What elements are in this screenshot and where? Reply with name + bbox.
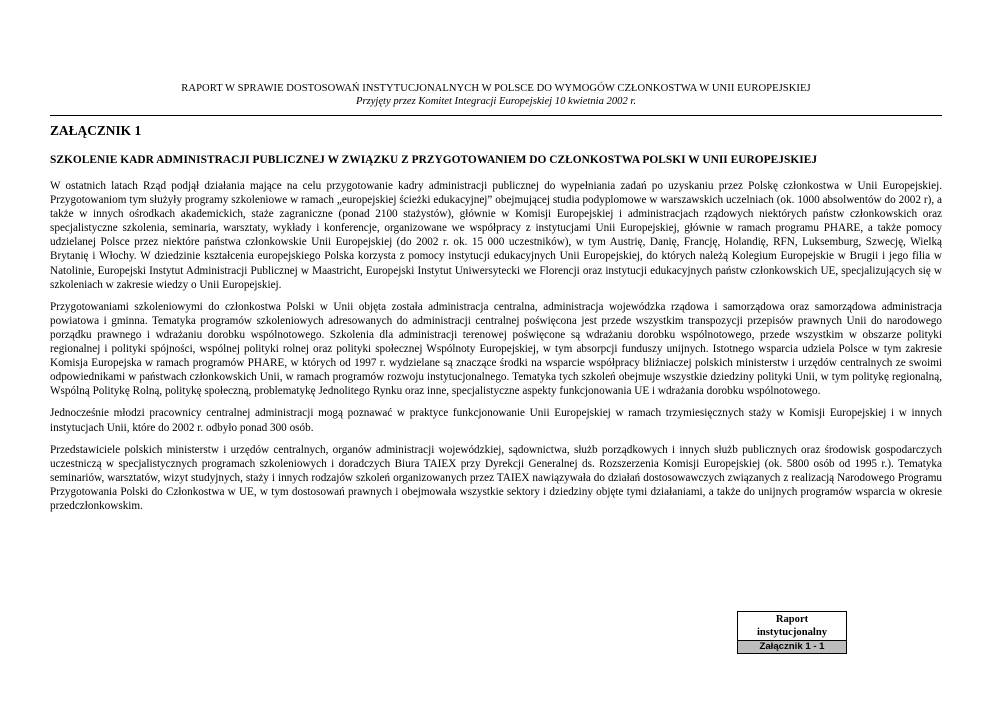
badge-title bbox=[738, 612, 846, 640]
header-divider bbox=[50, 115, 942, 116]
document-page bbox=[50, 82, 942, 521]
footer-badge bbox=[737, 611, 847, 654]
paragraph-3: Jednocześnie młodzi pracownicy centralnej administracji mogą poznawać w praktyce funkcjonowanie Unii Europejskiej w ramach trzymiesięcznych staży w Komisji Europejskiej i w innych instytucjach Unii, które do 2002 r. odbyło ponad 300 osób. bbox=[50, 407, 942, 434]
badge-line-1: Raport bbox=[775, 614, 809, 625]
paragraph-4: Przedstawiciele polskich ministerstw i urzędów centralnych, organów administracji wojewódzkiej, sądownictwa, służb porządkowych i innych służb publicznych oraz środowisk gospodarczych uczestniczą w specjalistycznych programach szkoleniowych i doradczych Biura TAIEX przy Dyrekcji Generalnej ds. Rozszerzenia Komisji Europejskiej (ok. 5800 osób od 1995 r.). Tematyka seminariów, warsztatów, wizyt studyjnych, staży i innych rodzajów szkoleń organizowanych przez TAIEX nawiązywała do działań dostosowawczych związanych z realizacją Narodowego Programu Przygotowania Polski do Członkostwa w UE, w tym dostosowań prawnych i obejmowała wszystkie sektory i dziedziny objęte tymi działaniami, a także do unijnych programów wsparcia w okresie przedczłonkowskim. bbox=[50, 443, 942, 512]
badge-line-2: instytucjonalny bbox=[756, 626, 828, 638]
section-heading: SZKOLENIE KADR ADMINISTRACJI PUBLICZNEJ W ZWIĄZKU Z PRZYGOTOWANIEM DO CZŁONKOSTWA POLSKI W UNII EUROPEJSKIEJ bbox=[50, 154, 818, 166]
annex-heading: ZAŁĄCZNIK 1 bbox=[50, 123, 142, 138]
paragraph-1: W ostatnich latach Rząd podjął działania mające na celu przygotowanie kadry administracji publicznej do wypełniania zadań po uzyskaniu przez Polskę członkostwa w Unii Europejskiej. Przygotowaniom tym służyły programy szkoleniowe w ramach „europejskiej ścieżki edukacyjnej” obejmującej studia podyplomowe w warszawskich uczelniach (ok. 1000 absolwentów do 2002 r), a także w innych ośrodkach akademickich, staże zagraniczne (ponad 2100 stażystów), głównie w Komisji Europejskiej i administracjach rządowych niektórych państw członkowskich oraz specjalistyczne szkolenia, seminaria, warsztaty, wykłady i konferencje, organizowane we współpracy z instytucjami Unii Europejskiej, głównie w ramach programu PHARE, a także pomocy udzielanej Polsce przez niektóre państwa członkowskie Unii Europejskiej (do 2002 r. ok. 15 000 uczestników), w tym Austrię, Danię, Francję, Holandię, RFN, Luksemburg, Szwecję, Wielką Brytanię i Włochy. W dziedzinie kształcenia europejskiego Polska korzysta z pomocy instytucji edukacyjnych Unii Europejskiej, do których należą Kolegium Europejskie w Brugii i jego filia w Natolinie, Europejski Instytut Administracji Publicznej w Maastricht, Europejski Instytut Uniwersytecki we Florencji oraz instytucji edukacyjnych państw członkowskich UE, specjalizujących się w szkoleniach w zakresie wiedzy o Unii Europejskiej. bbox=[50, 180, 942, 291]
body-text bbox=[50, 179, 942, 513]
document-subtitle: Przyjęty przez Komitet Integracji Europejskiej 10 kwietnia 2002 r. bbox=[355, 96, 636, 107]
document-title: RAPORT W SPRAWIE DOSTOSOWAŃ INSTYTUCJONALNYCH W POLSCE DO WYMOGÓW CZŁONKOSTWA W UNII EUROPEJSKIEJ bbox=[181, 83, 811, 94]
paragraph-2: Przygotowaniami szkoleniowymi do członkostwa Polski w Unii objęta została administracja centralna, administracja wojewódzka rządowa i samorządowa oraz samorządowa administracja powiatowa i gminna. Tematyka programów szkoleniowych adresowanych do administracji centralnej poświęcona jest przede wszystkim transpozycji przepisów prawnych Unii do narodowego porządku prawnego i wdrażaniu dorobku wspólnotowego. Szkolenia dla administracji terenowej poświęcone są wdrażaniu dorobku wspólnotowego, przede wszystkim w obszarze polityki regionalnej i polityki spójności, wspólnej polityki rolnej oraz polityki społecznej Wspólnoty Europejskiej, w tym absorpcji funduszy unijnych. Istotnego wsparcia udziela Polsce w tym zakresie Komisja Europejska w ramach programów PHARE, w których od 1997 r. wydzielane są znaczące środki na wsparcie współpracy bliźniaczej polskich ministerstw i urzędów centralnych ze swoimi odpowiednikami w państwach członkowskich Unii, w ramach programów rozwoju instytucjonalnego. Tematyka tych szkoleń obejmuje wszystkie dziedziny polityki Unii, w tym politykę regionalną, Wspólną Politykę Rolną, politykę społeczną, problematykę Jednolitego Rynku oraz inne, specjalistyczne aspekty funkcjonowania UE i wdrażania dorobku wspólnotowego. bbox=[50, 300, 942, 398]
page-number: Załącznik 1 - 1 bbox=[738, 640, 846, 653]
